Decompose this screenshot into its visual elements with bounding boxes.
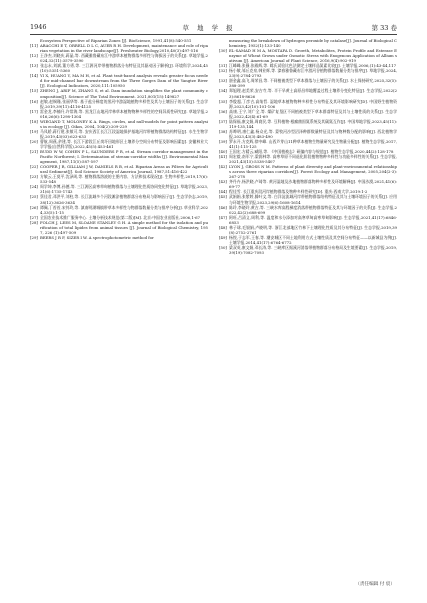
reference-entry xyxy=(30,88,208,98)
reference-entry xyxy=(30,43,208,53)
reference-entry xyxy=(30,220,208,235)
reference-entry xyxy=(219,194,397,204)
reference-entry xyxy=(30,235,208,240)
page-number: 1946 xyxy=(30,23,47,31)
reference-entry xyxy=(30,164,208,174)
reference-number: [15] xyxy=(30,88,38,94)
reference-text: Ecosystem Perspective of Riparian Zones [J]. BioScience, 1991,41(8):540-551 xyxy=(40,38,192,43)
reference-text: COOPER J R, GILLIAM J W, DANIELS R B, et al. Riparian Areas as Filters for Agricultural Sediment[J]. Soil Science Society of America Journal, 1987,51:416-422 xyxy=(40,164,208,175)
reference-number: [14] xyxy=(30,73,38,79)
reference-number: [28] xyxy=(30,219,38,225)
reference-number: [35] xyxy=(219,98,227,104)
references-body xyxy=(30,38,397,573)
reference-entry xyxy=(30,53,208,63)
reference-number: [26] xyxy=(30,204,38,210)
reference-text: WIEGAND T, MOLONEY K A. Rings, circles, and null-models for point pattern analysis in ecology [J]. Oikos, 2004, 104(2):209-229 xyxy=(40,118,208,129)
reference-text: 赵敏,赵铜瑾,张丽华等. 基于盐分梯度的黑河中游湿地植物多样性及其与土壤因子的关系[J]. 生态学报,2019,39(11):4116-4125 xyxy=(40,98,208,109)
reference-entry xyxy=(30,63,208,73)
reference-text: 周学坤,李博,孙德,等. 三江源区高寒草甸植物群落与土壤理化性质协同变化特征[J]. 草地学报,2023,31(6):1735-1743 xyxy=(40,184,208,195)
reference-text: 林子球,毛银娟,卢晓明,等. 浙江北部地区竹林下土壤理化性质及其分布特征[J]. 生态学报,2019,39(8):2752-2761 xyxy=(229,224,397,235)
reference-number: [18] xyxy=(30,118,38,124)
reference-number: [42] xyxy=(219,164,227,170)
reference-entry xyxy=(30,129,208,139)
reference-entry xyxy=(30,109,208,119)
reference-text: 周宏毅,南军宁,梁润林等. 高寒草原不同退化阶段植物物种多样性与功能多样性的关系[J]. 生态学报,2021,43(15):5338-5407 xyxy=(229,154,397,165)
reference-text: 杨小敏,邹丘克泉,韩业辉,等. 滦春雅鲁藏布江中游河谷植物群落数量分类与排序[J]. 草地学报,2024,23(9):2784-2793 xyxy=(229,68,397,79)
reference-entry xyxy=(219,119,397,129)
reference-number: [31] xyxy=(219,63,227,69)
reference-number: [24] xyxy=(30,184,38,190)
reference-text: 张志永,刘斌,董方勇,等. 三江源河岸带植物群落分布特征及其驱动因子解析[J]. 环境科学,2024,45(10):5351-5360 xyxy=(40,63,208,74)
reference-number: [22] xyxy=(30,164,38,170)
reference-entry xyxy=(219,68,397,78)
reference-entry xyxy=(219,154,397,164)
reference-entry xyxy=(219,48,397,63)
reference-text: 谌金鑫,高飞,周荣昌,等. 不同植被类型下草本群落与土壤因子的关系[J]. 水土保持研究,2025,32(5):388-399 xyxy=(229,78,397,89)
reference-number: [41] xyxy=(219,154,227,160)
reference-number: [27] xyxy=(30,214,38,220)
reference-number: [32] xyxy=(219,68,227,74)
reference-number: [13] xyxy=(30,63,38,69)
right-column xyxy=(219,38,397,573)
reference-text: 李俊超,丁彦吉,高灿哲. 湿地草本植物物种多样性分布特征及其环境影响研究[D]. 中国野生植物资源,2023,42(10):101-106 xyxy=(229,98,397,109)
reference-entry xyxy=(30,184,208,194)
reference-entry xyxy=(219,245,397,255)
reference-text: ABACCHI E T, ORRELL D L C, AUER R H. Development, maintenance and role of riparian vegetation in the river landscape[J]. Freshwater Biology,2010,40(3):497-516 xyxy=(40,43,208,54)
reference-entry xyxy=(30,73,208,88)
reference-entry xyxy=(219,88,397,98)
reference-text: 阿旺,吕清义,周利,等. 温度和水分添加对高寒草甸高寒草甸影响[J]. 生态学报,2021,41(17):6846-6853 xyxy=(229,214,397,225)
reference-text: 曹航,周燕,余建,等. 长江下游段江丘岗圩田地形区土壤养分空间分布特征及影响因素[J]. 安徽林业大学学报(自然科学版),2022,45(5):453-461 xyxy=(40,138,208,149)
reference-text: 陈玲,李晓玲,黄吉,等. 三峡水库高程梯度消落带植物群落特征及其与环境因子的关系[J]. 生态学报,2022,42(2):688-699 xyxy=(229,204,397,215)
reference-number: [45] xyxy=(219,194,227,200)
reference-number: [48] xyxy=(219,224,227,230)
reference-text: 王国宏,方精云,臧阳,等. 《中国植被志》研编内容与规范[J]. 植物生态学报,2020,44(2):128-178 xyxy=(229,149,394,155)
reference-number: [44] xyxy=(219,189,227,195)
reference-entry xyxy=(219,164,397,179)
reference-number: [47] xyxy=(219,214,227,220)
reference-number: [50] xyxy=(219,244,227,250)
reference-number: [17] xyxy=(30,108,38,114)
reference-entry xyxy=(219,99,397,109)
reference-number: [20] xyxy=(30,138,38,144)
reference-number: [25] xyxy=(30,194,38,200)
reference-text: 高康,王宁,刘广全,等. 煤矿复垦区不同植被类型下草本群落特征及其与土壤性质的关系[J]. 生态学报,2022,42(4):61-69 xyxy=(229,108,397,119)
reference-number: [21] xyxy=(30,149,38,155)
reference-text: 杨悦,于志军,王春,等. 潮安城区不同土地利用方式土壤性质及其空间分布特征——以新城县为例[J]. 土壤学报,2014,41(17):6764-6772 xyxy=(229,234,397,245)
reference-entry xyxy=(30,194,208,204)
reference-text: 武娟娟,张紫婷,滕叶文,等. 白洋淀流域河岸带植物群落结构特征及其与土壤环境因子的关系[J]. 应用与环境生物学报,2023,29(6):1608-1614 xyxy=(229,194,397,205)
reference-text: ZHENG J, ARIF M, ZHANG S, et al. Dam inundation simplifies the plant community composition[J]. Science of The Total Environment. 2021,801(15):149827 xyxy=(40,88,208,99)
reference-entry xyxy=(219,215,397,225)
reference-number: [29] xyxy=(30,234,38,240)
responsible-editor: （责任编辑 付 宸） xyxy=(355,582,395,587)
reference-number: [37] xyxy=(219,118,227,124)
left-column xyxy=(30,38,208,573)
reference-number: [11] xyxy=(30,43,38,49)
reference-entry xyxy=(30,139,208,149)
reference-text: 梁双英,康文娟,邓长涛,等. 三峡库区据溪河消落带植物群落分布格局及生境要素[J]. 生态学报,2019,39(19):7082-7093 xyxy=(229,244,397,255)
reference-entry xyxy=(219,38,397,48)
reference-entry xyxy=(219,179,397,189)
reference-text: 蔡佳君,邓洪平,刘柱,等. 长江流域多个河段滩涂植物群落分布格局与影响因子[J]. 生态学杂志,2019,38(12):3626-3634 xyxy=(40,194,208,205)
reference-number: [33] xyxy=(219,78,227,84)
reference-number: [34] xyxy=(219,88,227,94)
reference-number: [16] xyxy=(30,98,38,104)
reference-text: 程佳雪. 长江重庆段河岸植物群落及物种多样性研究[D]. 重庆:西南大学,2019:1-2 xyxy=(229,189,368,195)
reference-text: 马凤娇,蒋行建,张敏可,等. 安庆西江长江江段湿地保护基地河岸带植物群落结构特征[J]. 水生生物学报,2019,43(03):623-633 xyxy=(40,128,208,139)
reference-number: [19] xyxy=(30,128,38,134)
reference-number: [30] xyxy=(219,48,227,54)
reference-text: 苏晔明,康仁鑫,杨众光,等. 蒙牧河沙型沼泽种群数量特征及其与物种数分配的影响[J]. 西北植物学报,2023,43(3):483-490 xyxy=(229,128,397,139)
reference-text: 方敏云,王莫平,沈泽周,等. 植物群落溶液的主要内容、方法和技术现况[J]. 生物多样性,2019,17(6):533-548 xyxy=(40,174,208,185)
volume-label: 第 33 卷 xyxy=(371,23,397,32)
reference-text: LYON J, GROSS N M. Patterns of plant diversity and plant-environmental relationships across three riparian corridors[J]. Forest Ecology and Management, 2005,204(2-3):267-278 xyxy=(229,164,397,180)
reference-number: [49] xyxy=(219,234,227,240)
reference-text: FOLCH J, LEES M, SLOANE STANLEY G H. A simple method for the isolation and purification of total lipides from animal tissues [J]. Journal of Biological Chemistry, 1957, 226 (1):497-509 xyxy=(40,219,208,235)
journal-title: 草 地 学 报 xyxy=(182,23,236,32)
running-header xyxy=(30,20,397,35)
reference-entry xyxy=(219,205,397,215)
reference-number: [46] xyxy=(219,204,227,210)
reference-number: [39] xyxy=(219,138,227,144)
reference-entry xyxy=(30,174,208,184)
reference-entry xyxy=(30,119,208,129)
reference-entry xyxy=(219,109,397,119)
reference-text: 雷金龙,李楠升,许常海,等. 黑龙江山地河岸林草本植物物种多样性的空间异质性研究[J]. 草地学报,2016,26(6):1298-1304 xyxy=(40,108,208,119)
reference-text: 陆保福,康文娟,周商民,等. 豆科植物-根瘤菌固氮系统及其碳氮互作[J]. 中国草地学报,2023,45(11):119-135,144 xyxy=(229,118,397,129)
reference-text: 罗永开,方克辉,徐中峰. 山西芦芽山11种草本植物生物量研究及生物量分配[J]. 植物生态学报,2017,41(1):115-125 xyxy=(229,138,397,149)
reference-number: [23] xyxy=(30,174,38,180)
reference-text: 谭佩,丁苔苔,宋钊玲,等. 滇南明湖城镇带草本多样性与物群落数量分类与排序分析[J]. 草业科学,2024,33(5):1-15 xyxy=(40,204,208,215)
reference-number: [12] xyxy=(30,53,38,59)
reference-entry xyxy=(219,139,397,149)
reference-entry xyxy=(219,235,397,245)
reference-text: YI X, HUANG Y, MA M H, et al. Plant trait-based analysis reveals greater focus needed for mid-channel bar downstream from the Three Gorges Dam of the Yangtze River[J]. Ecological Indicators, 2020,111:105950 xyxy=(40,73,208,89)
reference-text: measuring the breakdown of hydrogen peroxide by catalase[J]. Journal of Biological Chemistry, 1952(1):133-140 xyxy=(229,38,397,49)
reference-entry xyxy=(30,205,208,215)
reference-text: BUDD W W, COHEN P L, SAUNDERS P R, et al. Stream corridor management in the Pacific Northwest; I. Determination of stream-corridor widths [J]. Environmental Management, 1987,11(5):587-597 xyxy=(40,149,208,165)
reference-text: 郑旭理,赵美荣,安吉寺,等. 半干旱黄土高原昌草地覆盖过程土壤养分变化特征[J]. 生态学报,2022(23):8618-8626 xyxy=(229,88,397,99)
reference-text: BEERS J R F, SIZER I W. A spectrophotometric method for xyxy=(40,234,154,240)
reference-entry xyxy=(219,225,397,235)
reference-entry xyxy=(219,129,397,139)
reference-number: [36] xyxy=(219,108,227,114)
reference-text: 江峰峰,张静,张殿辉,等. 嫦氏试验比色法测定土壤样品氮素比较[J]. 土壤学报,2006,(1):43-44,117 xyxy=(229,63,397,69)
reference-number: [40] xyxy=(219,149,227,155)
reference-text: EL-SAMAD H M A, MOSTAFA D. Growth, Metabolites, Protein Profile and Esterase Enzyme of Wheat Grown under Osmotic Stress with Exogenous Application of Allium sativum [J]. American Journal of Plant Science, 2016,9(4):902-919 xyxy=(229,48,397,64)
reference-number: [38] xyxy=(219,128,227,134)
reference-text: 王净杰,刘晓庆,蒋晶,等. 西藏雅鲁藏布江中游草本植物群落多样性与海拔因子的关系[J]. 草地学报,2024,32(11):3579-3590 xyxy=(40,53,208,64)
reference-entry xyxy=(30,149,208,164)
reference-text: 全国农业技术推广服务中心. 土壤分析技术规范(第二版)[M]. 北京:中国农业出版社,2006,1-67 xyxy=(40,214,200,220)
reference-text: 齐丹卉,杨洪晓,卢琦等. 黄河湿地及沙地植物群落物种多样性及环境解释[J]. 中国沙漠,2021,41(6):69-77 xyxy=(229,179,397,190)
reference-number: [43] xyxy=(219,179,227,185)
reference-entry xyxy=(30,99,208,109)
reference-entry xyxy=(219,78,397,88)
